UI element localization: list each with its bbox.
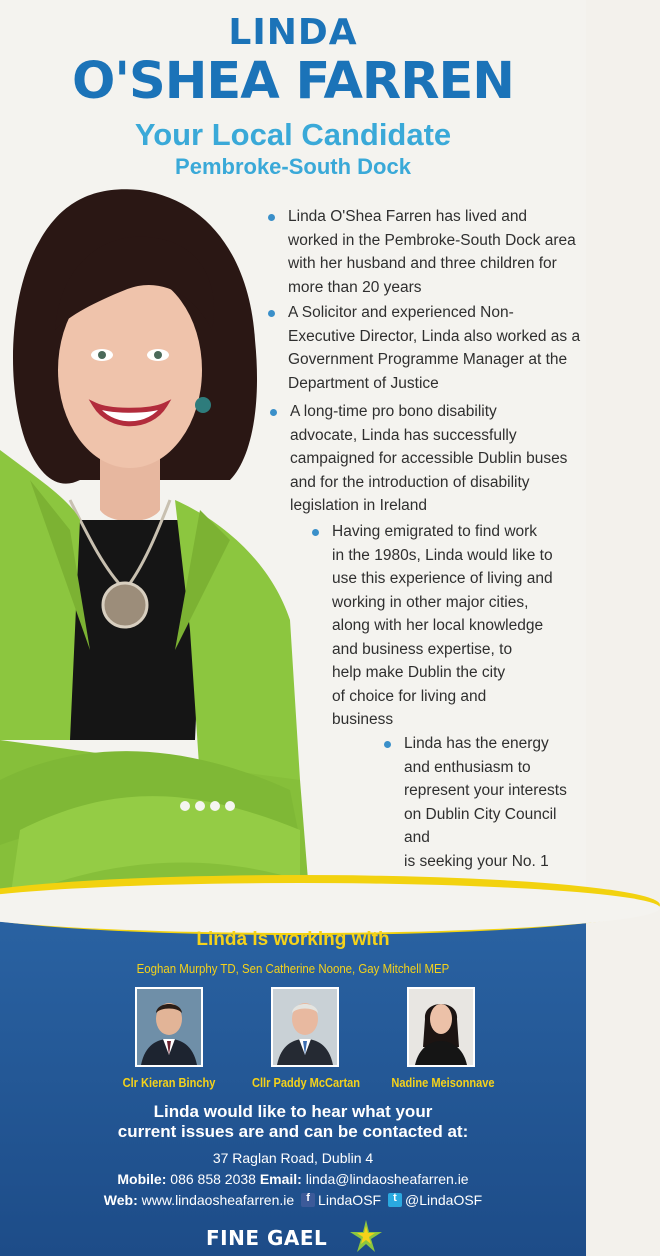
candidate-label: Nadine Meisonnave bbox=[391, 1075, 495, 1090]
bullet-dot-icon bbox=[312, 529, 319, 536]
phone-email-line: Mobile: 086 858 2038 Email: linda@lindaosheafarren.ie bbox=[117, 1171, 469, 1187]
candidate-photo-kieran-binchy bbox=[135, 987, 203, 1067]
man-portrait-icon bbox=[137, 989, 201, 1065]
candidate-photo-nadine-meisonnave bbox=[407, 987, 475, 1067]
candidate-portrait bbox=[0, 180, 310, 905]
electoral-area: Pembroke-South Dock bbox=[175, 154, 411, 179]
bullet-dot-icon bbox=[268, 214, 275, 221]
candidate-label: Cllr Paddy McCartan bbox=[251, 1075, 361, 1090]
facebook-handle[interactable]: LindaOSF bbox=[318, 1192, 382, 1208]
tagline: Your Local Candidate bbox=[134, 117, 452, 152]
candidate-first-name: LINDA bbox=[228, 12, 358, 53]
candidate-photo-paddy-mccartan bbox=[271, 987, 339, 1067]
twitter-icon: t bbox=[388, 1193, 402, 1207]
bullet-dot-icon bbox=[270, 409, 277, 416]
email-link[interactable]: linda@lindaosheafarren.ie bbox=[305, 1171, 469, 1187]
party-logo-text: FINE GAEL bbox=[206, 1226, 328, 1250]
working-with-title: Linda is working with bbox=[196, 929, 390, 950]
candidate-last-name: O'SHEA FARREN bbox=[72, 52, 514, 111]
bullet-point: Linda has the energy and enthusiasm to represent your interests on Dublin City Council and is seeking your No. 1 bbox=[384, 732, 584, 944]
working-with-names: Eoghan Murphy TD, Sen Catherine Noone, Gay Mitchell MEP bbox=[136, 961, 450, 976]
bullet-point: A Solicitor and experienced Non- Executive Director, Linda also worked as a Government Programme Manager at the Department of Justice bbox=[268, 301, 583, 395]
website-link[interactable]: www.lindaosheafarren.ie bbox=[141, 1192, 295, 1208]
web-social-line: Web: www.lindaosheafarren.ie f LindaOSF t @LindaOSF bbox=[103, 1192, 483, 1208]
contact-panel bbox=[0, 905, 586, 1256]
contact-invitation: Linda would like to hear what your current issues are and can be contacted at: bbox=[117, 1102, 469, 1141]
bullet-point: Having emigrated to find work in the 1980s, Linda would like to use this experience of living and working in other major cities, along with her local knowledge and business expertise, to help make Dublin the city of choice for living and business bbox=[312, 520, 584, 732]
bullet-point: A long-time pro bono disability advocate, Linda has successfully campaigned for accessible Dublin buses and for the introduction of disability legislation in Ireland bbox=[270, 400, 582, 518]
twitter-handle[interactable]: @LindaOSF bbox=[404, 1192, 483, 1208]
address: 37 Raglan Road, Dublin 4 bbox=[212, 1150, 374, 1166]
woman-portrait-icon bbox=[409, 989, 473, 1065]
mobile-number[interactable]: 086 858 2038 bbox=[170, 1171, 256, 1187]
star-logo-icon bbox=[348, 1218, 384, 1254]
candidate-label: Clr Kieran Binchy bbox=[122, 1075, 216, 1090]
bullet-dot-icon bbox=[268, 310, 275, 317]
bullet-point: Linda O'Shea Farren has lived and worked in the Pembroke-South Dock area with her husband and three children for more than 20 years bbox=[268, 205, 580, 299]
facebook-icon: f bbox=[301, 1193, 315, 1207]
man-portrait-icon bbox=[273, 989, 337, 1065]
bullet-dot-icon bbox=[384, 741, 391, 748]
